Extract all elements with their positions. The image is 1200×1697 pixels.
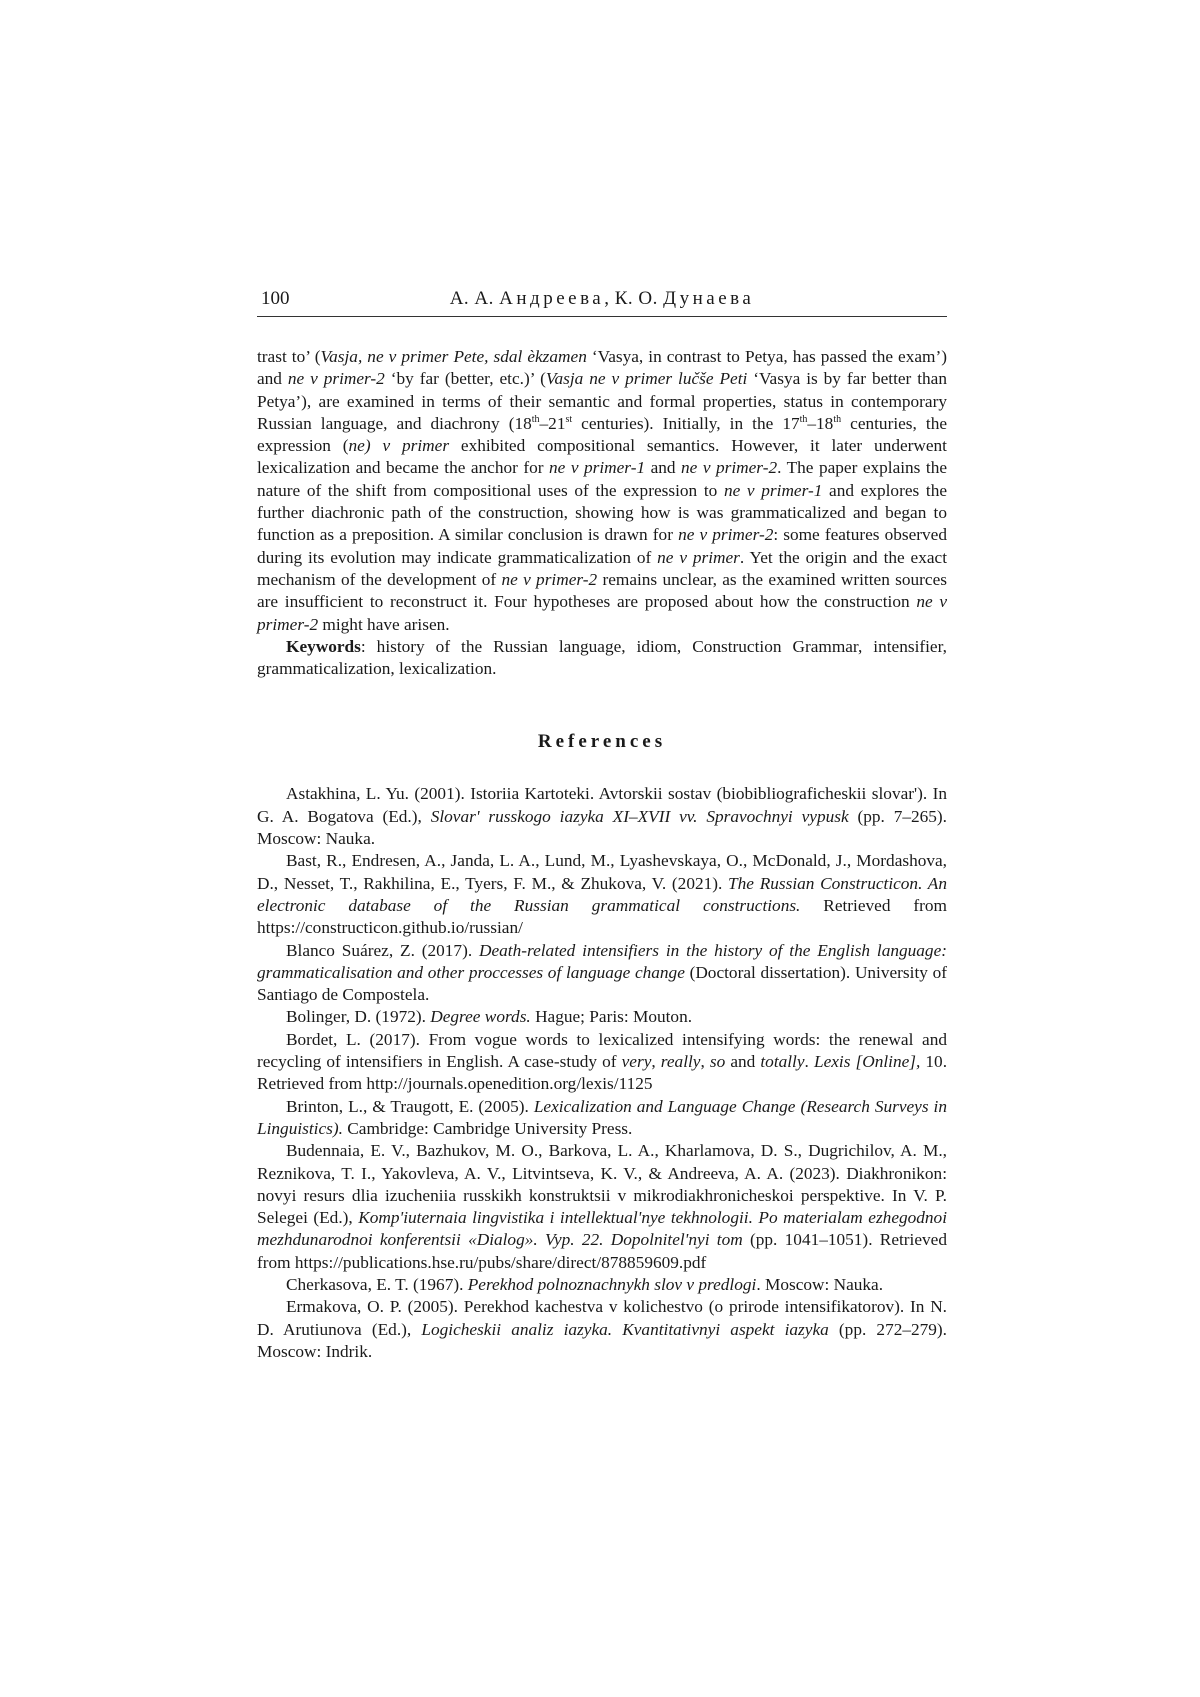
reference-item: Bordet, L. (2017). From vogue words to lexicalized intensifying words: the renewal and recycling of intensifiers in English. A case-study of very, really, so and totally. Lexis [Online], 10. Retrieved from http://journals.openedition.org/lexis/1125 [257,1029,948,1094]
keywords-paragraph [257,636,947,681]
keywords-text: : history of the Russian language, idiom, Construction Grammar, intensifier, grammaticalization, lexicalization. [257,636,947,679]
references-list [257,783,947,1363]
header-authors: А. А. Андреева, К. О. Дунаева [449,288,755,309]
reference-item: Budennaia, E. V., Bazhukov, M. O., Barkova, L. A., Kharlamova, D. S., Dugrichilov, A. M., Reznikova, T. I., Yakovleva, A. V., Litvintseva, K. V., & Andreeva, A. A. (2023). Diakhronikon: novyi resurs dlia izucheniia russkikh konstruktsii v mikrodiakhronicheskoi perspektive. In V. P. Selegei (Ed.), Komp'iuternaia lingvistika i intellektual'nye tekhnologii. Po materialam ezhegodnoi mezhdunarodnoi konferentsii «Dialog». Vyp. 22. Dopolnitel'nyi tom (pp. 1041–1051). Retrieved from https://publications.hse.ru/pubs/share/direct/878859609.pdf [257,1141,947,1272]
abstract-paragraph: trast to’ (Vasja, ne v primer Pete, sdal èkzamen ‘Vasya, in contrast to Petya, has passed the exam’) and ne v primer-2 ‘by far (better, etc.)’ (Vasja ne v primer lučše Peti ‘Vasya is by far better than Petya’), are examined in terms of their semantic and formal properties, status in contemporary Russian language, and diachrony (18th–21st centuries). Initially, in the 17th–18th centuries, the expression (ne) v primer exhibited compositional semantics. However, it later underwent lexicalization and became the anchor for ne v primer-1 and ne v primer-2. The paper explains the nature of the shift from compositional uses of the expression to ne v primer-1 and explores the further diachronic path of the construction, showing how is was grammaticalized and began to function as a preposition. A similar conclusion is drawn for ne v primer-2: some features observed during its evolution may indicate grammaticalization of ne v primer. Yet the origin and the exact mechanism of the development of ne v primer-2 remains unclear, as the examined written sources are insufficient to reconstruct it. Four hypotheses are proposed about how the construction ne v primer-2 might have arisen. [257,347,948,634]
reference-item: Bast, R., Endresen, A., Janda, L. A., Lund, M., Lyashevskaya, O., McDonald, J., Mordashova, D., Nesset, T., Rakhilina, E., Tyers, F. M., & Zhukova, V. (2021). The Russian Constructicon. An electronic database of the Russian grammatical constructions. Retrieved from https://constructicon.github.io/russian/ [257,851,947,938]
running-head [257,288,947,317]
reference-item: Blanco Suárez, Z. (2017). Death-related intensifiers in the history of the English language: grammaticalisation and other proccesses of language change (Doctoral dissertation). University of Santiago de Compostela. [257,940,947,1005]
page-number: 100 [261,288,290,309]
reference-item: Astakhina, L. Yu. (2001). Istoriia Kartoteki. Avtorskii sostav (biobibliograficheskii slovar'). In G. A. Bogatova (Ed.), Slovar' russkogo iazyka XI–XVII vv. Spravochnyi vypusk (pp. 7–265). Moscow: Nauka. [257,784,947,849]
reference-item: Cherkasova, E. T. (1967). Perekhod polnoznachnykh slov v predlogi. Moscow: Nauka. [286,1274,884,1294]
reference-item: Brinton, L., & Traugott, E. (2005). Lexicalization and Language Change (Research Surveys in Linguistics). Cambridge: Cambridge University Press. [257,1096,947,1138]
reference-item: Bolinger, D. (1972). Degree words. Hague; Paris: Mouton. [286,1007,693,1027]
page-content [257,288,947,1363]
abstract-section [257,346,947,680]
reference-item: Ermakova, O. P. (2005). Perekhod kachestva v kolichestvo (o prirode intensifikatorov). In N. D. Arutiunova (Ed.), Logicheskii analiz iazyka. Kvantitativnyi aspekt iazyka (pp. 272–279). Moscow: Indrik. [257,1297,947,1361]
keywords-label: Keywords [286,636,361,656]
references-heading: References [537,731,667,753]
